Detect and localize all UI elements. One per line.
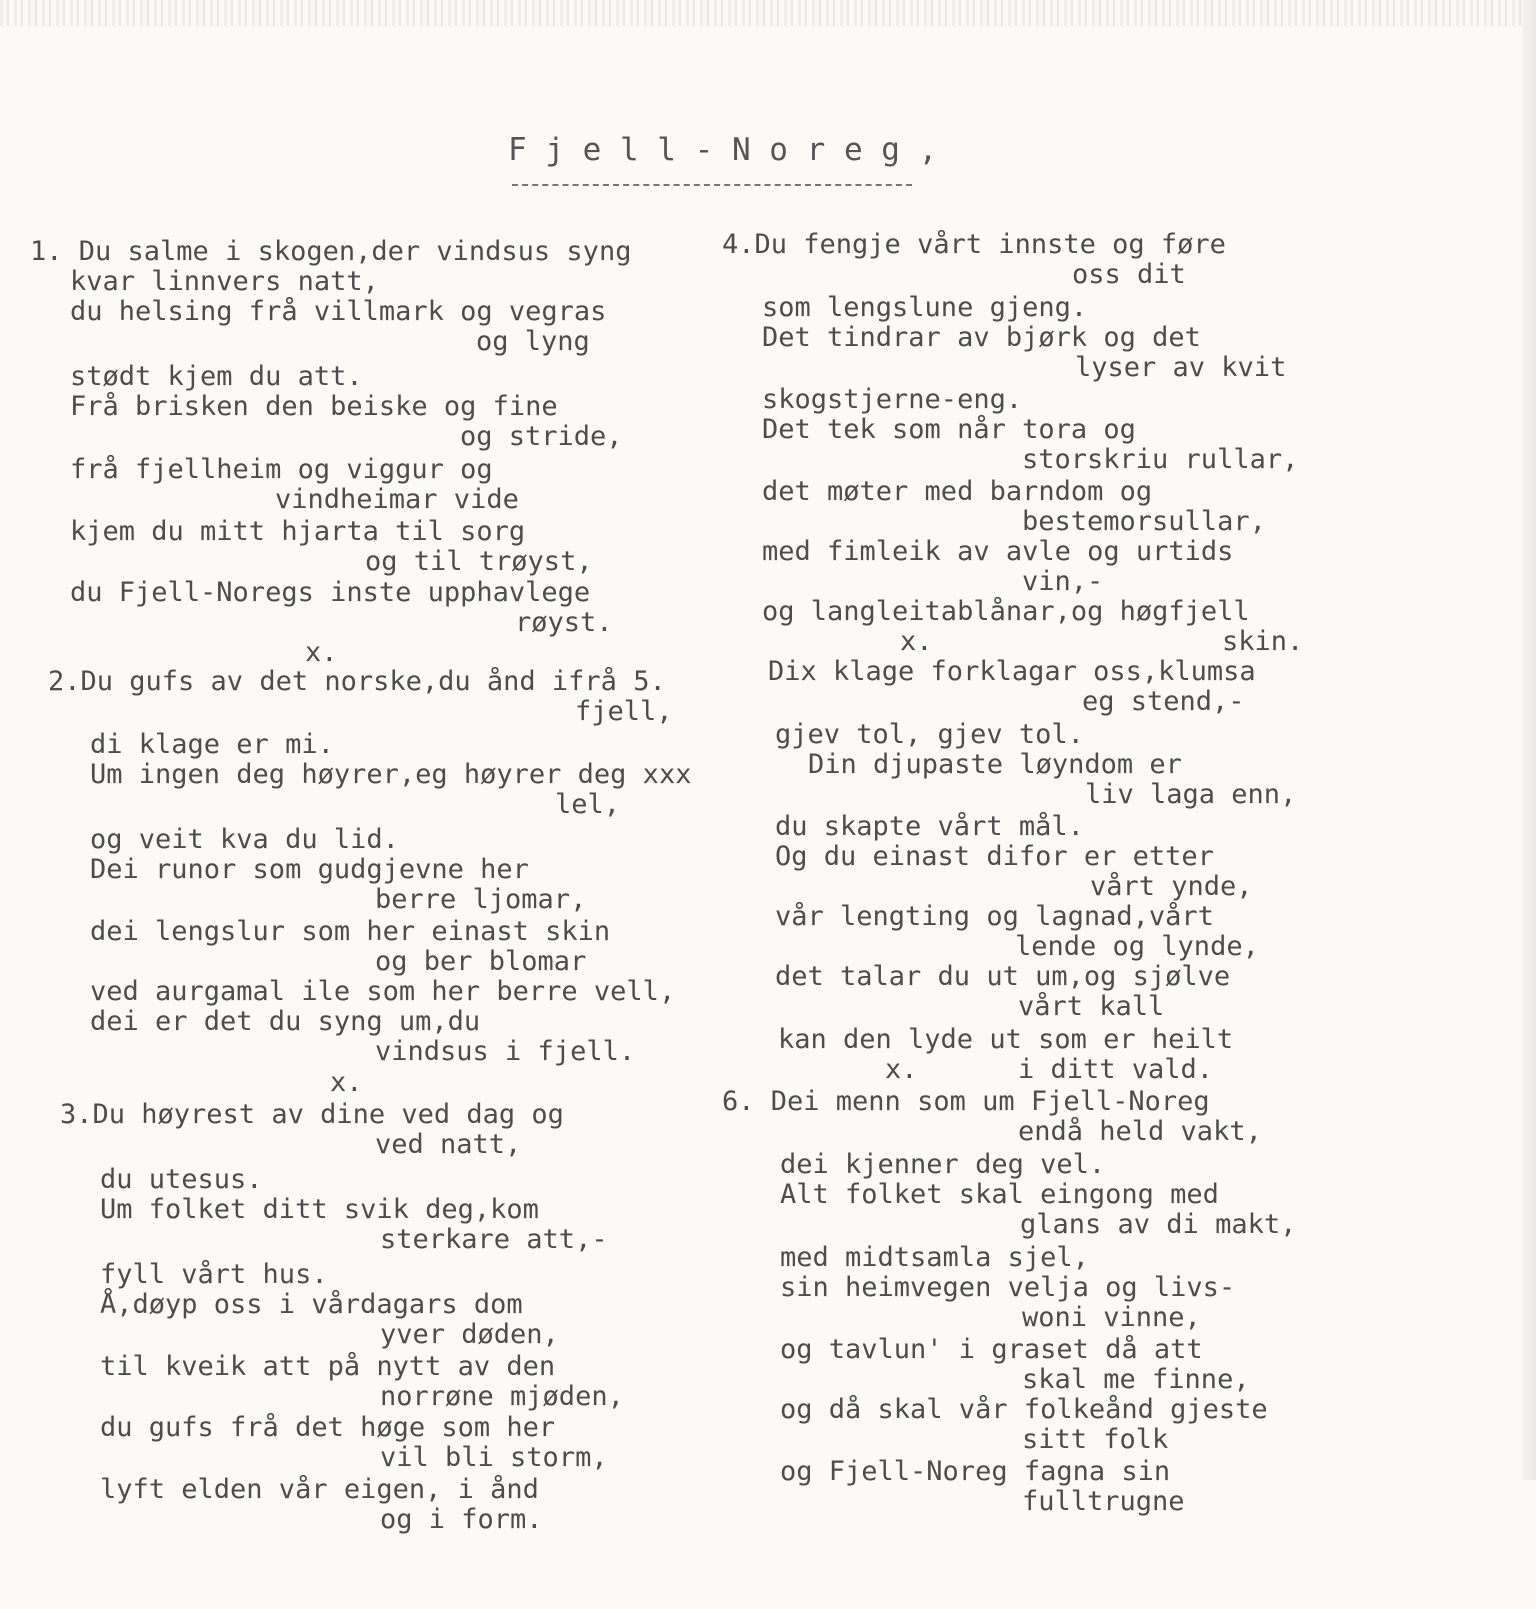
poem-line: Å,døyp oss i vårdagars dom	[100, 1289, 523, 1320]
poem-line: røyst.	[515, 607, 613, 638]
poem-line: du utesus.	[100, 1164, 263, 1195]
poem-title: F j e l l - N o r e g ,	[508, 132, 938, 168]
poem-line: x.	[305, 637, 338, 668]
page-right-edge	[1522, 0, 1536, 1480]
title-underline	[512, 184, 912, 186]
poem-line: x.	[885, 1054, 918, 1085]
poem-line: Dix klage forklagar oss,klumsa	[768, 656, 1256, 687]
poem-line: du gufs frå det høge som her	[100, 1412, 556, 1443]
poem-line: dei lengslur som her einast skin	[90, 916, 611, 947]
poem-line: vårt ynde,	[1090, 871, 1253, 902]
poem-line: som lengslune gjeng.	[762, 292, 1088, 323]
poem-line: det talar du ut um,og sjølve	[775, 961, 1231, 992]
poem-line: Din djupaste løyndom er	[808, 749, 1182, 780]
poem-line: 1. Du salme i skogen,der vindsus syng	[30, 236, 632, 267]
poem-line: 2.Du gufs av det norske,du ånd ifrå 5.	[48, 666, 666, 697]
poem-line: eg stend,-	[1082, 686, 1245, 717]
poem-line: glans av di makt,	[1020, 1209, 1297, 1240]
poem-line: vår lengting og lagnad,vårt	[775, 901, 1214, 932]
poem-line: du Fjell-Noregs inste upphavlege	[70, 577, 591, 608]
poem-line: vil bli storm,	[380, 1442, 608, 1473]
poem-line: Og du einast difor er etter	[775, 841, 1214, 872]
poem-line: du skapte vårt mål.	[775, 811, 1084, 842]
poem-line: sterkare att,-	[380, 1224, 608, 1255]
poem-line: til kveik att på nytt av den	[100, 1351, 556, 1382]
poem-line: og stride,	[460, 421, 623, 452]
poem-line: Um ingen deg høyrer,eg høyrer deg xxx	[90, 759, 692, 790]
poem-line: oss dit	[1072, 259, 1186, 290]
poem-line: skal me finne,	[1022, 1364, 1250, 1395]
poem-line: i ditt vald.	[1018, 1054, 1214, 1085]
poem-line: vindheimar vide	[275, 484, 519, 515]
poem-line: endå held vakt,	[1018, 1116, 1262, 1147]
poem-line: x.	[900, 626, 933, 657]
poem-line: og ber blomar	[375, 946, 587, 977]
poem-line: skin.	[1222, 626, 1304, 657]
poem-line: Alt folket skal eingong med	[780, 1179, 1219, 1210]
poem-line: bestemorsullar,	[1022, 506, 1266, 537]
poem-line: det møter med barndom og	[762, 476, 1153, 507]
poem-line: med midtsamla sjel,	[780, 1242, 1089, 1273]
poem-line: ved natt,	[375, 1129, 522, 1160]
poem-line: lyft elden vår eigen, i ånd	[100, 1474, 539, 1505]
poem-line: storskriu rullar,	[1022, 444, 1299, 475]
poem-line: fulltrugne	[1022, 1486, 1185, 1517]
poem-line: sitt folk	[1022, 1424, 1169, 1455]
poem-line: lende og lynde,	[1015, 931, 1259, 962]
poem-line: fjell,	[575, 696, 673, 727]
poem-line: lel,	[555, 789, 621, 820]
poem-line: ved aurgamal ile som her berre vell,	[90, 976, 676, 1007]
poem-line: dei er det du syng um,du	[90, 1006, 481, 1037]
poem-line: dei kjenner deg vel.	[780, 1149, 1106, 1180]
poem-line: Dei runor som gudgjevne her	[90, 854, 529, 885]
poem-line: Det tek som når tora og	[762, 414, 1136, 445]
poem-line: og langleitablånar,og høgfjell	[762, 596, 1250, 627]
poem-line: skogstjerne-eng.	[762, 384, 1023, 415]
poem-line: x.	[330, 1067, 363, 1098]
poem-line: liv laga enn,	[1085, 779, 1297, 810]
poem-line: 6. Dei menn som um Fjell-Noreg	[722, 1086, 1210, 1117]
poem-line: frå fjellheim og viggur og	[70, 454, 493, 485]
page-top-edge	[0, 0, 1536, 26]
poem-line: berre ljomar,	[375, 884, 587, 915]
poem-line: di klage er mi.	[90, 729, 334, 760]
poem-line: kjem du mitt hjarta til sorg	[70, 516, 526, 547]
poem-line: fyll vårt hus.	[100, 1259, 328, 1290]
poem-line: og i form.	[380, 1504, 543, 1535]
poem-line: stødt kjem du att.	[70, 361, 363, 392]
poem-line: og tavlun' i graset då att	[780, 1334, 1203, 1365]
poem-line: med fimleik av avle og urtids	[762, 536, 1234, 567]
poem-line: og til trøyst,	[365, 546, 593, 577]
poem-line: og då skal vår folkeånd gjeste	[780, 1394, 1268, 1425]
poem-line: kvar linnvers natt,	[70, 266, 379, 297]
poem-line: og veit kva du lid.	[90, 824, 399, 855]
poem-line: du helsing frå villmark og vegras	[70, 296, 607, 327]
poem-line: Um folket ditt svik deg,kom	[100, 1194, 539, 1225]
poem-line: 3.Du høyrest av dine ved dag og	[60, 1099, 564, 1130]
poem-line: Frå brisken den beiske og fine	[70, 391, 558, 422]
poem-line: og lyng	[476, 326, 590, 357]
poem-line: woni vinne,	[1022, 1302, 1201, 1333]
poem-line: norrøne mjøden,	[380, 1381, 624, 1412]
poem-line: gjev tol, gjev tol.	[775, 719, 1084, 750]
poem-line: vindsus i fjell.	[375, 1036, 636, 1067]
poem-line: sin heimvegen velja og livs-	[780, 1272, 1236, 1303]
poem-line: yver døden,	[380, 1319, 559, 1350]
poem-line: lyser av kvit	[1075, 352, 1287, 383]
poem-line: og Fjell-Noreg fagna sin	[780, 1456, 1171, 1487]
poem-line: Det tindrar av bjørk og det	[762, 322, 1201, 353]
poem-line: 4.Du fengje vårt innste og føre	[722, 229, 1226, 260]
poem-line: vin,-	[1022, 566, 1104, 597]
poem-line: vårt kall	[1018, 991, 1165, 1022]
poem-line: kan den lyde ut som er heilt	[778, 1024, 1234, 1055]
